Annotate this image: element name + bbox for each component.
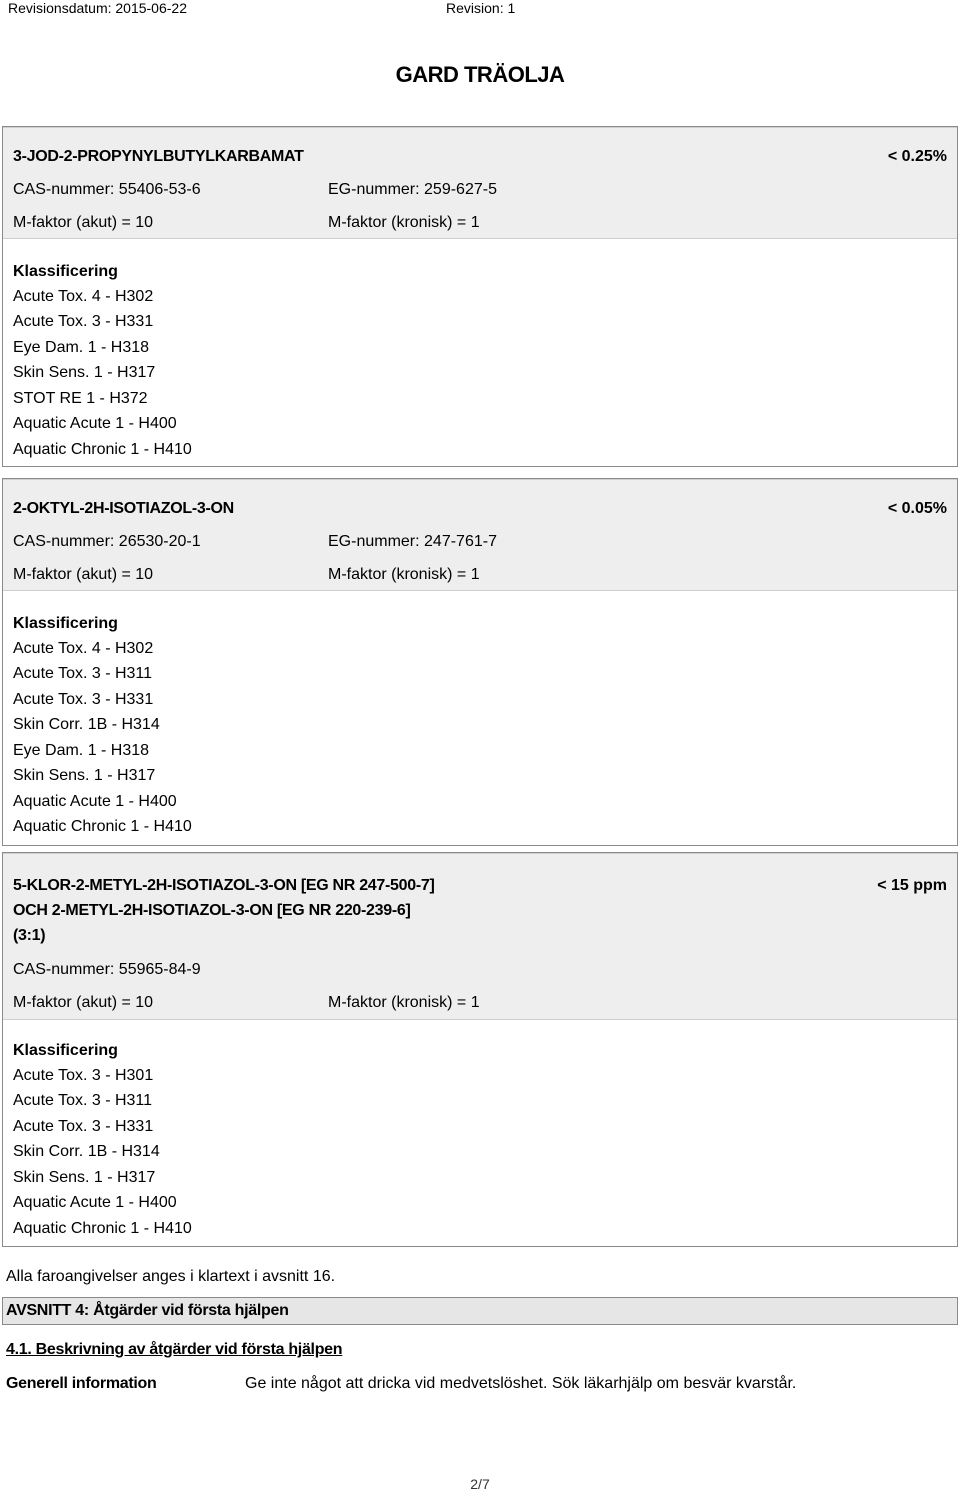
classification-item: Eye Dam. 1 - H318 <box>13 339 150 356</box>
classification-item: Skin Sens. 1 - H317 <box>13 1169 156 1186</box>
classification-item: Acute Tox. 3 - H311 <box>13 665 153 682</box>
m-factor-chronic: M-faktor (kronisk) = 1 <box>328 214 480 231</box>
classification-item: Acute Tox. 4 - H302 <box>13 288 154 305</box>
m-factor-chronic: M-faktor (kronisk) = 1 <box>328 994 480 1011</box>
subsection-title: 4.1. Beskrivning av åtgärder vid första hjälpen <box>6 1341 343 1358</box>
classification-heading: Klassificering <box>13 1042 118 1059</box>
eg-number: EG-nummer: 247-761-7 <box>328 533 497 550</box>
classification-item: Aquatic Chronic 1 - H410 <box>13 1220 192 1237</box>
classification-item: Acute Tox. 3 - H301 <box>13 1067 154 1084</box>
cas-number: CAS-nummer: 55406-53-6 <box>13 181 201 198</box>
section-4-banner <box>2 1297 958 1325</box>
substance-name: 3-JOD-2-PROPYNYLBUTYLKARBAMAT <box>13 148 304 165</box>
classification-item: Skin Corr. 1B - H314 <box>13 1143 160 1160</box>
general-info-text: Ge inte något att dricka vid medvetslöshet. Sök läkarhjälp om besvär kvarstår. <box>245 1375 797 1392</box>
substance-box-1 <box>2 126 958 467</box>
m-factor-acute: M-faktor (akut) = 10 <box>13 566 154 583</box>
classification-item: Acute Tox. 3 - H331 <box>13 313 154 330</box>
cas-number: CAS-nummer: 26530-20-1 <box>13 533 201 550</box>
classification-item: Aquatic Acute 1 - H400 <box>13 415 177 432</box>
classification-item: Acute Tox. 3 - H311 <box>13 1092 153 1109</box>
substance-concentration: < 0.05% <box>887 500 947 517</box>
substance-name: 5-KLOR-2-METYL-2H-ISOTIAZOL-3-ON [EG NR 247-500-7] <box>13 877 435 894</box>
substance-concentration: < 0.25% <box>887 148 947 165</box>
classification-item: Skin Sens. 1 - H317 <box>13 364 156 381</box>
m-factor-acute: M-faktor (akut) = 10 <box>13 994 154 1011</box>
classification-item: Aquatic Acute 1 - H400 <box>13 1194 177 1211</box>
section-4-title: AVSNITT 4: Åtgärder vid första hjälpen <box>6 1302 289 1319</box>
substance-box-2 <box>2 478 958 846</box>
substance-name: OCH 2-METYL-2H-ISOTIAZOL-3-ON [EG NR 220-239-6] <box>13 902 411 919</box>
revision-date: Revisionsdatum: 2015-06-22 <box>8 0 187 16</box>
m-factor-chronic: M-faktor (kronisk) = 1 <box>328 566 480 583</box>
cas-number: CAS-nummer: 55965-84-9 <box>13 961 201 978</box>
classification-item: Acute Tox. 3 - H331 <box>13 691 154 708</box>
m-factor-acute: M-faktor (akut) = 10 <box>13 214 154 231</box>
classification-item: STOT RE 1 - H372 <box>13 390 148 407</box>
substance-name: (3:1) <box>13 927 46 944</box>
classification-item: Acute Tox. 3 - H331 <box>13 1118 154 1135</box>
eg-number: EG-nummer: 259-627-5 <box>328 181 497 198</box>
classification-heading: Klassificering <box>13 615 118 632</box>
document-title: GARD TRÄOLJA <box>395 62 565 87</box>
revision-number: Revision: 1 <box>446 0 516 16</box>
classification-item: Skin Corr. 1B - H314 <box>13 716 160 733</box>
classification-item: Aquatic Acute 1 - H400 <box>13 793 177 810</box>
substance-name: 2-OKTYL-2H-ISOTIAZOL-3-ON <box>13 500 234 517</box>
classification-item: Acute Tox. 4 - H302 <box>13 640 154 657</box>
classification-item: Skin Sens. 1 - H317 <box>13 767 156 784</box>
substance-concentration: < 15 ppm <box>877 877 947 894</box>
classification-item: Aquatic Chronic 1 - H410 <box>13 441 192 458</box>
page-number: 2/7 <box>470 1476 490 1492</box>
classification-item: Aquatic Chronic 1 - H410 <box>13 818 192 835</box>
hazard-note: Alla faroangivelser anges i klartext i avsnitt 16. <box>6 1268 336 1285</box>
classification-heading: Klassificering <box>13 263 118 280</box>
classification-item: Eye Dam. 1 - H318 <box>13 742 150 759</box>
general-info-label: Generell information <box>6 1375 157 1392</box>
substance-box-3 <box>2 852 958 1247</box>
